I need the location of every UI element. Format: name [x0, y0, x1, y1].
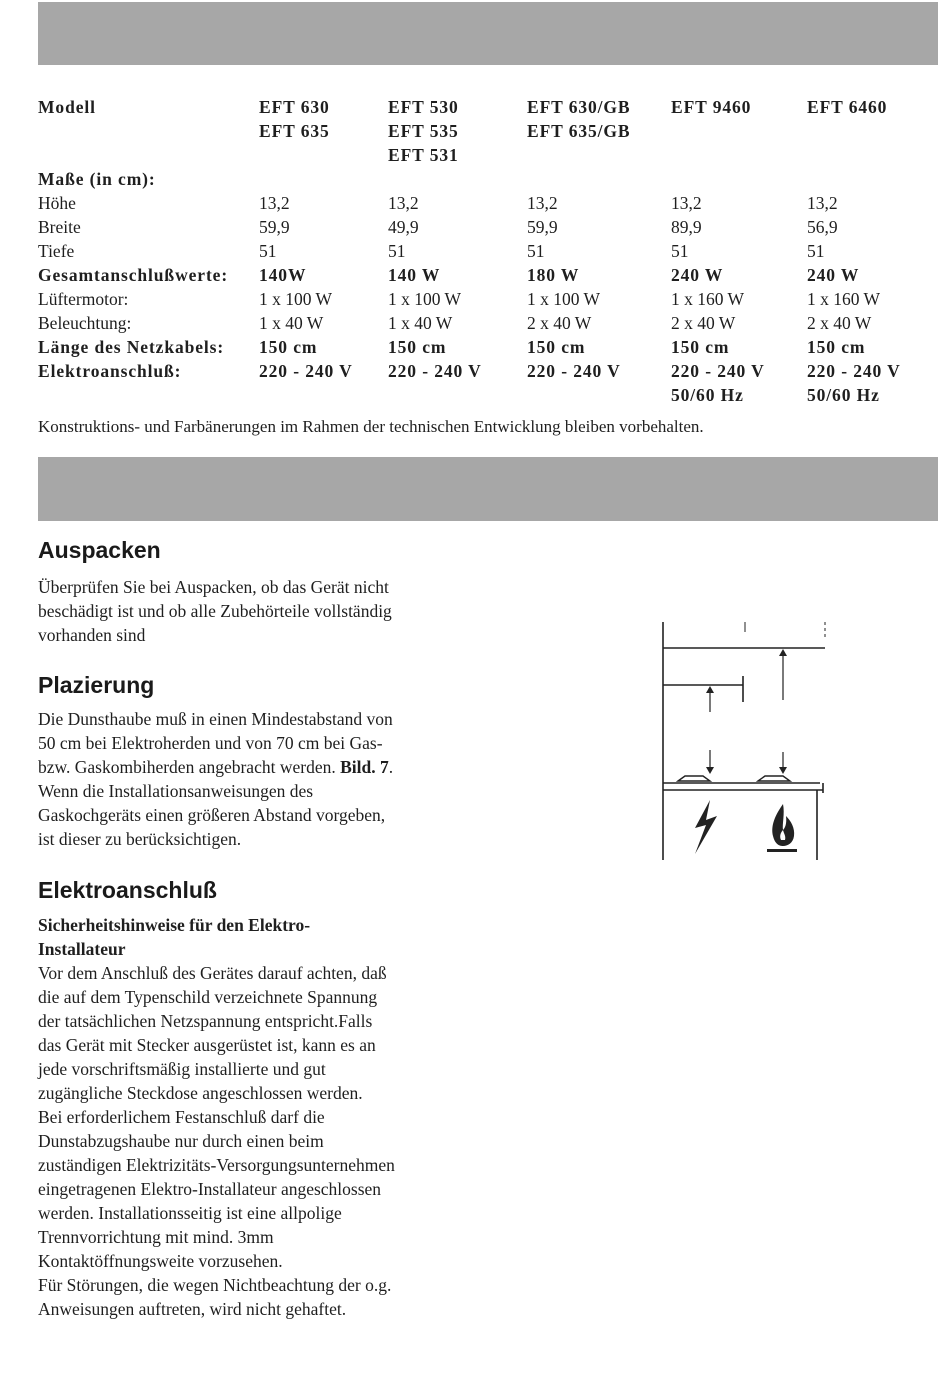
spec-value: 13,2 [259, 193, 290, 213]
spec-value: 150 cm [388, 337, 447, 357]
spec-value: 180 W [527, 265, 580, 285]
text-line: Dunstabzugshaube nur durch einen beim [38, 1131, 324, 1151]
text-line: beschädigt ist und ob alle Zubehörteile vollständig [38, 601, 392, 621]
spec-row-label: Gesamtanschlußwerte: [38, 265, 229, 285]
spec-value: 220 - 240 V [259, 361, 353, 381]
spec-row-label: Länge des Netzkabels: [38, 337, 225, 357]
heading-elektroanschluss: Elektroanschluß [38, 877, 217, 903]
text-line: 50 cm bei Elektroherden und von 70 cm bei Gas- [38, 733, 383, 753]
spec-value: 220 - 240 V [388, 361, 482, 381]
subheading-line: Installateur [38, 939, 126, 959]
spec-row-label: Tiefe [38, 241, 75, 261]
text-elektroanschluss [38, 913, 458, 1321]
electric-lightning-icon [695, 800, 717, 854]
hood-distance-figure [655, 618, 835, 868]
spec-value: 240 W [671, 265, 724, 285]
text-line: Wenn die Installationsanweisungen des [38, 781, 314, 801]
spec-value: 1 x 100 W [527, 289, 601, 309]
spec-value: 51 [527, 241, 545, 261]
gas-flame-base [767, 849, 797, 852]
arrow-head [706, 686, 714, 693]
text-line: eingetragenen Elektro-Installateur angeschlossen [38, 1179, 382, 1199]
spec-value: 1 x 40 W [259, 313, 324, 333]
gas-hob-burner [758, 776, 790, 781]
spec-value: 50/60 Hz [807, 385, 880, 405]
text-line: die auf dem Typenschild verzeichnete Spannung [38, 987, 378, 1007]
text-line: zugängliche Steckdose angeschlossen werden. [38, 1083, 363, 1103]
text-line: zuständigen Elektrizitäts-Versorgungsunternehmen [38, 1155, 395, 1175]
spec-row-label: Beleuchtung: [38, 313, 132, 333]
text-line: Anweisungen auftreten, wird nicht gehaftet. [38, 1299, 347, 1319]
spec-value: 220 - 240 V [527, 361, 621, 381]
spec-value: 220 - 240 V [807, 361, 901, 381]
spec-value: 59,9 [259, 217, 290, 237]
spec-value: 51 [259, 241, 277, 261]
model-name: EFT 630/GB [527, 97, 631, 117]
text-line: Kontaktöffnungsweite vorzusehen. [38, 1251, 283, 1271]
text-line: der tatsächlichen Netzspannung entspricht.Falls [38, 1011, 373, 1031]
spec-value: 150 cm [671, 337, 730, 357]
text-line: bzw. Gaskombiherden angebracht werden. Bild. 7. [38, 757, 394, 777]
arrow-head [706, 767, 714, 774]
spec-value: 59,9 [527, 217, 558, 237]
spec-value: 220 - 240 V [671, 361, 765, 381]
text-auspacken [38, 575, 458, 647]
spec-row-label: Höhe [38, 193, 76, 213]
spec-value: 51 [388, 241, 406, 261]
heading-auspacken: Auspacken [38, 537, 161, 563]
text-line: Trennvorrichtung mit mind. 3mm [38, 1227, 274, 1247]
spec-value: 50/60 Hz [671, 385, 744, 405]
model-name: EFT 630 [259, 97, 330, 117]
spec-row-label: Elektroanschluß: [38, 361, 182, 381]
text-line: Überprüfen Sie bei Auspacken, ob das Gerät nicht [38, 577, 389, 597]
text-plazierung [38, 707, 458, 851]
text-line: werden. Installationsseitig ist eine allpolige [38, 1203, 342, 1223]
spec-value: 2 x 40 W [807, 313, 872, 333]
spec-value: 150 cm [527, 337, 586, 357]
spec-value: 150 cm [259, 337, 318, 357]
text-line: Bei erforderlichem Festanschluß darf die [38, 1107, 325, 1127]
section-band [38, 457, 938, 521]
spec-value: 140 W [388, 265, 441, 285]
spec-value: 56,9 [807, 217, 838, 237]
text-line: Für Störungen, die wegen Nichtbeachtung der o.g. [38, 1275, 392, 1295]
model-name: EFT 6460 [807, 97, 888, 117]
spec-value: 240 W [807, 265, 860, 285]
model-name: EFT 535 [388, 121, 459, 141]
text-line: ist dieser zu berücksichtigen. [38, 829, 242, 849]
spec-value: 13,2 [807, 193, 838, 213]
header-band [38, 2, 938, 65]
arrow-head [779, 767, 787, 774]
spec-value: 1 x 100 W [259, 289, 333, 309]
spec-value: 1 x 160 W [807, 289, 881, 309]
heading-plazierung: Plazierung [38, 672, 155, 698]
spec-value: 51 [671, 241, 689, 261]
model-name: EFT 531 [388, 145, 459, 165]
dimensions-heading: Maße (in cm): [38, 169, 156, 189]
spec-value: 51 [807, 241, 825, 261]
spec-row-label: Lüftermotor: [38, 289, 129, 309]
spec-row-label: Breite [38, 217, 81, 237]
spec-note: Konstruktions- und Farbänerungen im Rahmen der technischen Entwicklung bleiben vorbehalten. [38, 417, 704, 436]
text-line: jede vorschriftsmäßig installierte und gut [38, 1059, 326, 1079]
spec-value: 13,2 [527, 193, 558, 213]
spec-value: 1 x 40 W [388, 313, 453, 333]
spec-value: 89,9 [671, 217, 702, 237]
text-line: vorhanden sind [38, 625, 146, 645]
text-fragment: bzw. Gaskombiherden angebracht werden. [38, 757, 336, 777]
model-name: EFT 635 [259, 121, 330, 141]
spec-value: 49,9 [388, 217, 419, 237]
spec-value: 13,2 [671, 193, 702, 213]
model-name: EFT 530 [388, 97, 459, 117]
spec-value: 2 x 40 W [671, 313, 736, 333]
model-name: EFT 635/GB [527, 121, 631, 141]
spec-value: 1 x 100 W [388, 289, 462, 309]
spec-value: 13,2 [388, 193, 419, 213]
electric-hob-burner [678, 776, 710, 781]
text-line: Die Dunsthaube muß in einen Mindestabstand von [38, 709, 393, 729]
text-line: Vor dem Anschluß des Gerätes darauf achten, daß [38, 963, 387, 983]
arrow-head [779, 649, 787, 656]
spec-value: 2 x 40 W [527, 313, 592, 333]
model-name: EFT 9460 [671, 97, 752, 117]
text-line: das Gerät mit Stecker ausgerüstet ist, kann es an [38, 1035, 376, 1055]
figure-reference: Bild. 7 [340, 757, 389, 777]
spec-value: 140W [259, 265, 307, 285]
subheading-line: Sicherheitshinweise für den Elektro- [38, 915, 311, 935]
text-line: Gaskochgeräts einen größeren Abstand vorgeben, [38, 805, 386, 825]
spec-value: 1 x 160 W [671, 289, 745, 309]
model-label: Modell [38, 97, 96, 117]
spec-value: 150 cm [807, 337, 866, 357]
